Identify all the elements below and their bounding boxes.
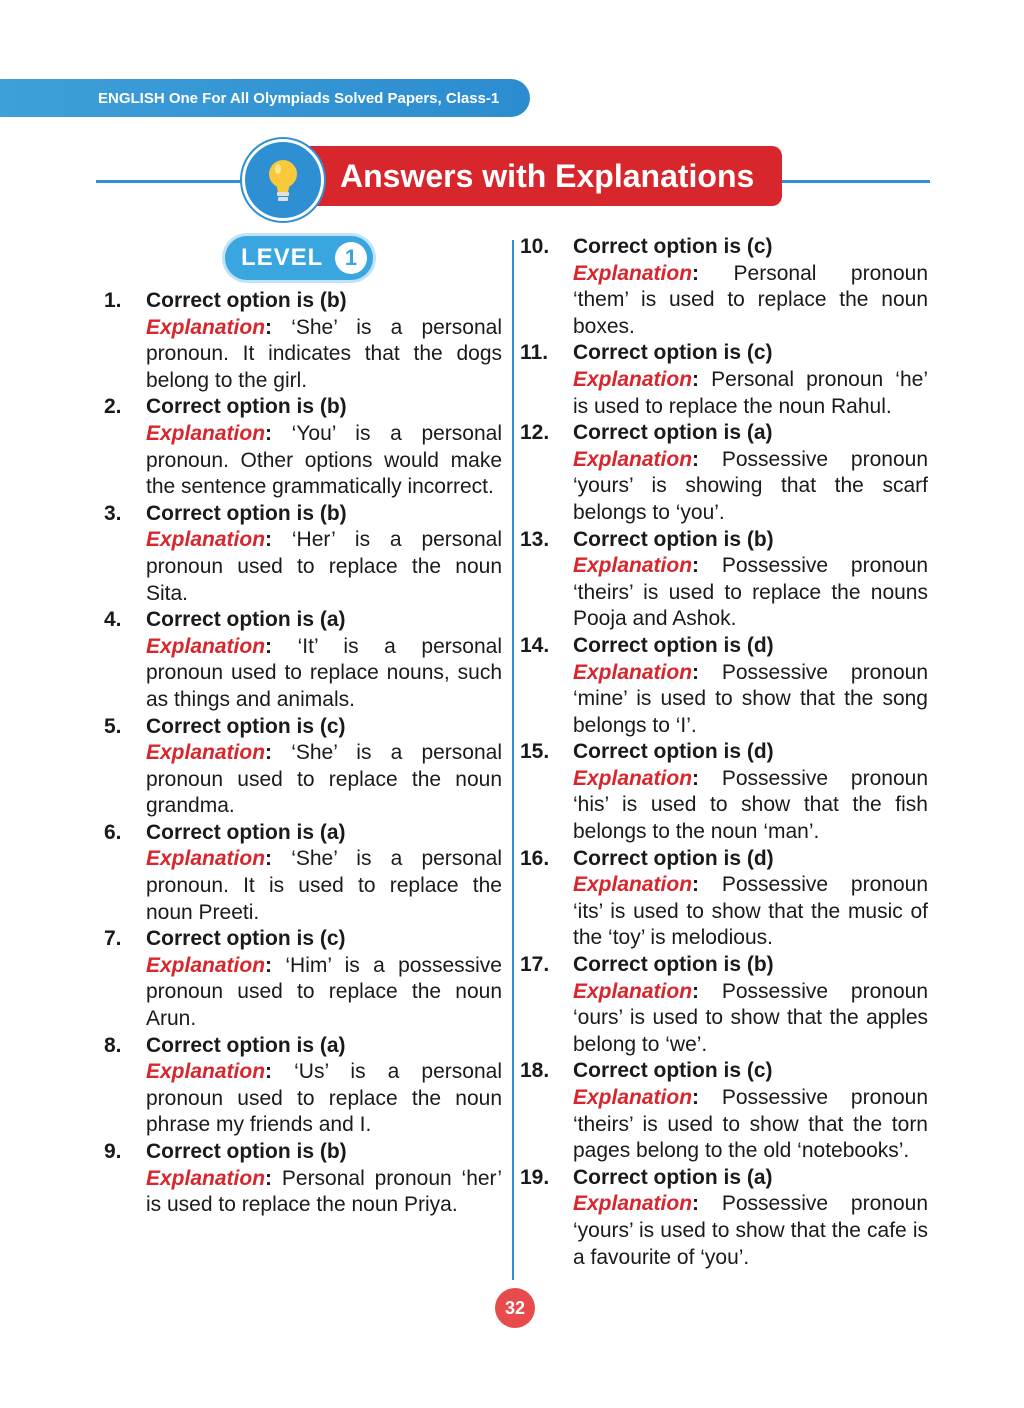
level-badge (225, 236, 373, 280)
explanation-label: Explanation (146, 421, 266, 445)
answer-explanation: Explanation: ‘Us’ is a personal pronoun used to replace the noun phrase my friends and I. (146, 1060, 502, 1137)
answer-item (104, 394, 502, 500)
explanation-label: Explanation (573, 1086, 693, 1109)
answer-number: 18. (520, 1059, 550, 1083)
answer-explanation: Explanation: Personal pronoun ‘them’ is used to replace the noun boxes. (573, 261, 928, 338)
answer-number: 5. (104, 714, 122, 738)
answer-item (104, 288, 502, 394)
answer-item (520, 846, 928, 952)
explanation-text: ‘Us’ is a personal pronoun used to replace the noun phrase my friends and I. (146, 1060, 502, 1137)
column-divider (512, 240, 514, 1280)
explanation-label: Explanation (573, 554, 693, 578)
answer-item (104, 607, 502, 713)
answer-explanation: Explanation: ‘She’ is a personal pronoun. It indicates that the dogs belong to the girl. (146, 315, 502, 392)
answer-item (104, 501, 502, 607)
explanation-text: Possessive pronoun ‘ours’ is used to show that the apples belong to ‘we’. (573, 979, 928, 1056)
answer-number: 16. (520, 846, 550, 870)
explanation-text: Possessive pronoun ‘his’ is used to show that the fish belongs to the noun ‘man’. (573, 766, 928, 844)
answer-number: 4. (104, 608, 122, 632)
explanation-label: Explanation (146, 1060, 266, 1084)
answer-explanation: Explanation: Possessive pronoun ‘yours’ is showing that the scarf belongs to ‘you’. (573, 447, 928, 524)
answer-item (520, 952, 928, 1058)
explanation-label: Explanation (573, 1192, 693, 1216)
explanation-label: Explanation (573, 447, 693, 471)
answer-number: 17. (520, 953, 550, 977)
answer-explanation: Explanation: Possessive pronoun ‘theirs’ is used to show that the torn pages belong to the old ‘notebooks’. (573, 1086, 928, 1163)
explanation-text: Personal pronoun ‘them’ is used to replace the noun boxes. (573, 261, 928, 338)
answer-explanation: Explanation: ‘You’ is a personal pronoun. Other options would make the sentence grammatically incorrect. (146, 421, 502, 499)
answer-heading: Correct option is (a) (146, 820, 346, 844)
answer-heading: Correct option is (b) (146, 1140, 347, 1163)
explanation-text: Possessive pronoun ‘yours’ is used to show that the cafe is a favourite of ‘you’. (573, 1192, 928, 1269)
answer-heading: Correct option is (c) (146, 714, 346, 738)
answer-heading: Correct option is (b) (146, 395, 347, 419)
answer-explanation: Explanation: Possessive pronoun ‘yours’ is used to show that the cafe is a favourite of ‘you’. (573, 1192, 928, 1269)
answer-heading: Correct option is (d) (573, 740, 774, 764)
answer-number: 8. (104, 1033, 122, 1057)
explanation-label: Explanation (146, 847, 266, 871)
answer-explanation: Explanation: ‘She’ is a personal pronoun used to replace the noun grandma. (146, 741, 502, 818)
explanation-label: Explanation (146, 1166, 266, 1190)
book-header-tab (0, 79, 530, 117)
answer-heading: Correct option is (a) (146, 1033, 346, 1057)
answer-number: 14. (520, 633, 550, 657)
answer-heading: Correct option is (b) (573, 953, 774, 977)
section-title: Answers with Explanations (340, 157, 755, 194)
answer-explanation: Explanation: Personal pronoun ‘he’ is used to replace the noun Rahul. (573, 367, 928, 418)
answer-heading: Correct option is (b) (146, 501, 347, 525)
answer-item (520, 340, 928, 420)
answer-heading: Correct option is (d) (573, 633, 774, 657)
title-rule-left (96, 180, 256, 183)
explanation-text: ‘Her’ is a personal pronoun used to replace the noun Sita. (146, 528, 502, 605)
answer-item (104, 714, 502, 820)
answer-item (520, 234, 928, 340)
explanation-text: Possessive pronoun ‘yours’ is showing that the scarf belongs to ‘you’. (573, 447, 928, 524)
answer-item (104, 1033, 502, 1139)
explanation-label: Explanation (573, 766, 693, 790)
answer-item (104, 820, 502, 926)
answer-item (520, 420, 928, 526)
explanation-label: Explanation (573, 873, 693, 897)
answer-heading: Correct option is (c) (573, 341, 773, 365)
answer-number: 13. (520, 527, 550, 551)
explanation-text: ‘She’ is a personal pronoun. It indicates that the dogs belong to the girl. (146, 315, 502, 392)
explanation-label: Explanation (573, 261, 693, 285)
answer-heading: Correct option is (a) (573, 1165, 773, 1189)
answer-number: 9. (104, 1140, 122, 1163)
answer-number: 1. (104, 289, 122, 312)
answer-number: 15. (520, 740, 550, 764)
answers-column-right (520, 234, 928, 1271)
explanation-text: ‘Him’ is a possessive pronoun used to replace the noun Arun. (146, 953, 502, 1031)
explanation-text: ‘She’ is a personal pronoun used to replace the noun grandma. (146, 741, 502, 818)
answer-item (520, 527, 928, 633)
answer-number: 12. (520, 421, 550, 445)
answer-explanation: Explanation: Possessive pronoun ‘theirs’ is used to replace the nouns Pooja and Ashok. (573, 554, 928, 631)
answer-explanation: Explanation: ‘Her’ is a personal pronoun used to replace the noun Sita. (146, 528, 502, 605)
answer-number: 2. (104, 395, 122, 419)
answer-heading: Correct option is (c) (573, 235, 773, 258)
explanation-label: Explanation (573, 367, 693, 391)
answer-explanation: Explanation: ‘It’ is a personal pronoun used to replace nouns, such as things and animals. (146, 634, 502, 711)
explanation-text: ‘It’ is a personal pronoun used to replace nouns, such as things and animals. (146, 634, 502, 711)
explanation-text: ‘You’ is a personal pronoun. Other options would make the sentence grammatically incorrect. (146, 421, 502, 499)
answer-explanation: Explanation: ‘Him’ is a possessive pronoun used to replace the noun Arun. (146, 953, 502, 1031)
explanation-label: Explanation (146, 953, 266, 977)
answer-item (104, 1139, 502, 1219)
answer-number: 7. (104, 927, 122, 951)
title-rule-right (770, 180, 930, 183)
answer-item (520, 1165, 928, 1271)
answer-explanation: Explanation: Possessive pronoun ‘mine’ is used to show that the song belongs to ‘I’. (573, 660, 928, 737)
level-label: LEVEL (241, 244, 324, 271)
explanation-text: Possessive pronoun ‘theirs’ is used to show that the torn pages belong to the old ‘notebooks’. (573, 1086, 928, 1163)
answer-heading: Correct option is (b) (573, 527, 774, 551)
section-title-banner (290, 146, 782, 206)
explanation-text: Possessive pronoun ‘its’ is used to show that the music of the ‘toy’ is melodious. (573, 873, 928, 950)
answer-explanation: Explanation: ‘She’ is a personal pronoun. It is used to replace the noun Preeti. (146, 847, 502, 924)
level-number: 1 (335, 242, 367, 274)
explanation-label: Explanation (146, 741, 266, 765)
explanation-text: Personal pronoun ‘her’ is used to replace the noun Priya. (146, 1166, 502, 1217)
answer-heading: Correct option is (b) (146, 289, 347, 312)
answer-number: 6. (104, 820, 122, 844)
answer-explanation: Explanation: Possessive pronoun ‘ours’ is used to show that the apples belong to ‘we’. (573, 979, 928, 1056)
answer-item (520, 739, 928, 845)
explanation-label: Explanation (573, 660, 693, 684)
answer-heading: Correct option is (c) (146, 927, 346, 951)
answer-item (520, 1058, 928, 1164)
explanation-label: Explanation (573, 979, 693, 1003)
answer-explanation: Explanation: Possessive pronoun ‘its’ is used to show that the music of the ‘toy’ is melodious. (573, 873, 928, 950)
answer-number: 19. (520, 1165, 550, 1189)
explanation-text: ‘She’ is a personal pronoun. It is used to replace the noun Preeti. (146, 847, 502, 924)
explanation-text: Possessive pronoun ‘theirs’ is used to replace the nouns Pooja and Ashok. (573, 554, 928, 631)
answer-heading: Correct option is (c) (573, 1059, 773, 1083)
answers-column-left (104, 288, 502, 1219)
lightbulb-icon (242, 139, 324, 221)
book-title: ENGLISH One For All Olympiads Solved Papers, Class-1 (98, 89, 500, 107)
answer-explanation: Explanation: Personal pronoun ‘her’ is used to replace the noun Priya. (146, 1166, 502, 1217)
explanation-label: Explanation (146, 634, 266, 658)
answer-item (520, 633, 928, 739)
answer-number: 10. (520, 235, 550, 258)
answer-item (104, 926, 502, 1032)
page-number: 32 (495, 1288, 535, 1328)
answer-heading: Correct option is (d) (573, 846, 774, 870)
explanation-label: Explanation (146, 315, 266, 339)
explanation-text: Possessive pronoun ‘mine’ is used to show that the song belongs to ‘I’. (573, 660, 928, 737)
answer-explanation: Explanation: Possessive pronoun ‘his’ is used to show that the fish belongs to the noun ‘man’. (573, 766, 928, 844)
explanation-text: Personal pronoun ‘he’ is used to replace the noun Rahul. (573, 367, 928, 418)
answer-number: 11. (520, 341, 549, 365)
answer-heading: Correct option is (a) (573, 421, 773, 445)
explanation-label: Explanation (146, 528, 266, 552)
answer-number: 3. (104, 501, 122, 525)
answer-heading: Correct option is (a) (146, 608, 346, 632)
